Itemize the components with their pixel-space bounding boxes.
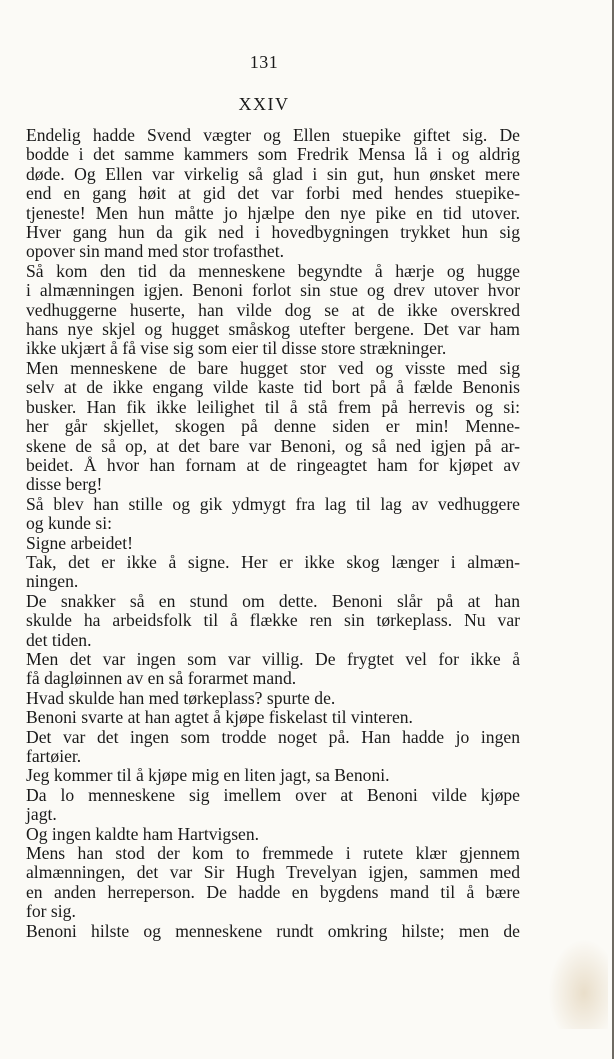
text-line: Hver gang hun da gik ned i hovedbygningen trykket hun sig [26,222,520,243]
text-line: Jeg kommer til å kjøpe mig en liten jagt, sa Benoni. [26,765,390,786]
text-line: beidet. Å hvor han fornam at de ringeagtet ham for kjøpet av [26,454,520,475]
text-line: jagt. [26,804,57,825]
text-line: opover sin mand med stor trofasthet. [26,241,284,262]
text-line: en anden herreperson. De hadde en bygdens mand til å bære [26,881,520,902]
chapter-heading: XXIV [238,94,290,114]
text-line: disse berg! [26,474,103,495]
text-line: skene de så op, at det bare var Benoni, og så ned igjen på ar- [26,435,520,456]
paper-stain [548,939,608,1029]
text-line: Men det var ingen som var villig. De frygtet vel for ikke å [26,648,520,669]
text-line: almænningen, det var Sir Hugh Trevelyan igjen, sammen med [26,862,520,883]
text-line: Så blev han stille og gik ydmygt fra lag til lag av vedhuggere [26,493,520,514]
text-line: Benoni hilste og menneskene rundt omkring hilste; men de [26,920,520,941]
text-line: Da lo menneskene sig imellem over at Benoni vilde kjøpe [26,784,520,805]
text-line: Så kom den tid da menneskene begyndte å hærje og hugge [26,260,520,281]
text-line: det tiden. [26,629,92,650]
text-line: Og ingen kaldte ham Hartvigsen. [26,823,260,844]
text-line: hans nye skjel og hugget småskog utefter bergene. Det var ham [26,319,520,340]
text-line: for sig. [26,901,76,922]
text-line: Tak, det er ikke å signe. Her er ikke skog længer i almæn- [26,551,520,572]
text-line: Mens han stod der kom to fremmede i rutete klær gjennem [26,843,520,864]
text-line: Benoni svarte at han agtet å kjøpe fiskelast til vinteren. [26,707,413,728]
text-line: tjeneste! Men hun måtte jo hjælpe den nye pike en tid utover. [26,202,520,223]
text-line: i almænningen igjen. Benoni forlot sin stue og drev utover hvor [26,280,520,301]
text-line: få dagløinnen av en så forarmet mand. [26,668,297,689]
text-line: bodde i det samme kammers som Fredrik Mensa lå i og aldrig [26,144,520,165]
text-line: end en gang høit at gid det var forbi med hendes stuepike- [26,183,520,204]
text-line: fartøier. [26,746,82,766]
text-line: Endelig hadde Svend vægter og Ellen stuepike giftet sig. De [26,125,520,145]
text-line: døde. Og Ellen var virkelig så glad i sin gut, hun ønsket mere [26,163,520,184]
page-number: 131 [249,52,279,72]
text-line: Men menneskene de bare hugget stor ved og visste med sig [26,357,520,378]
text-line: og kunde si: [26,513,113,534]
text-line: vedhuggerne huserte, han vilde dog se at de ikke overskred [26,299,520,320]
text-line: ningen. [26,571,79,592]
text-line: Signe arbeidet! [26,532,133,553]
text-line: busker. Han fik ikke leilighet til å stå frem på herrevis og si: [26,396,520,417]
text-line: Hvad skulde han med tørkeplass? spurte de. [26,687,336,708]
text-line: ikke ukjært å få vise sig som eier til disse store strækninger. [26,338,447,359]
text-line: her går skjellet, skogen på denne siden er min! Menne- [26,416,520,437]
text-line: Det var det ingen som trodde noget på. Han hadde jo ingen [26,726,520,747]
text-line: De snakker så en stund om dette. Benoni slår på at han [26,590,520,611]
text-line: selv at de ikke engang vilde kaste tid bort på å fælde Benonis [26,377,520,398]
body-text [26,126,520,941]
text-line: skulde ha arbeidsfolk til å flække ren sin tørkeplass. Nu var [26,610,520,631]
